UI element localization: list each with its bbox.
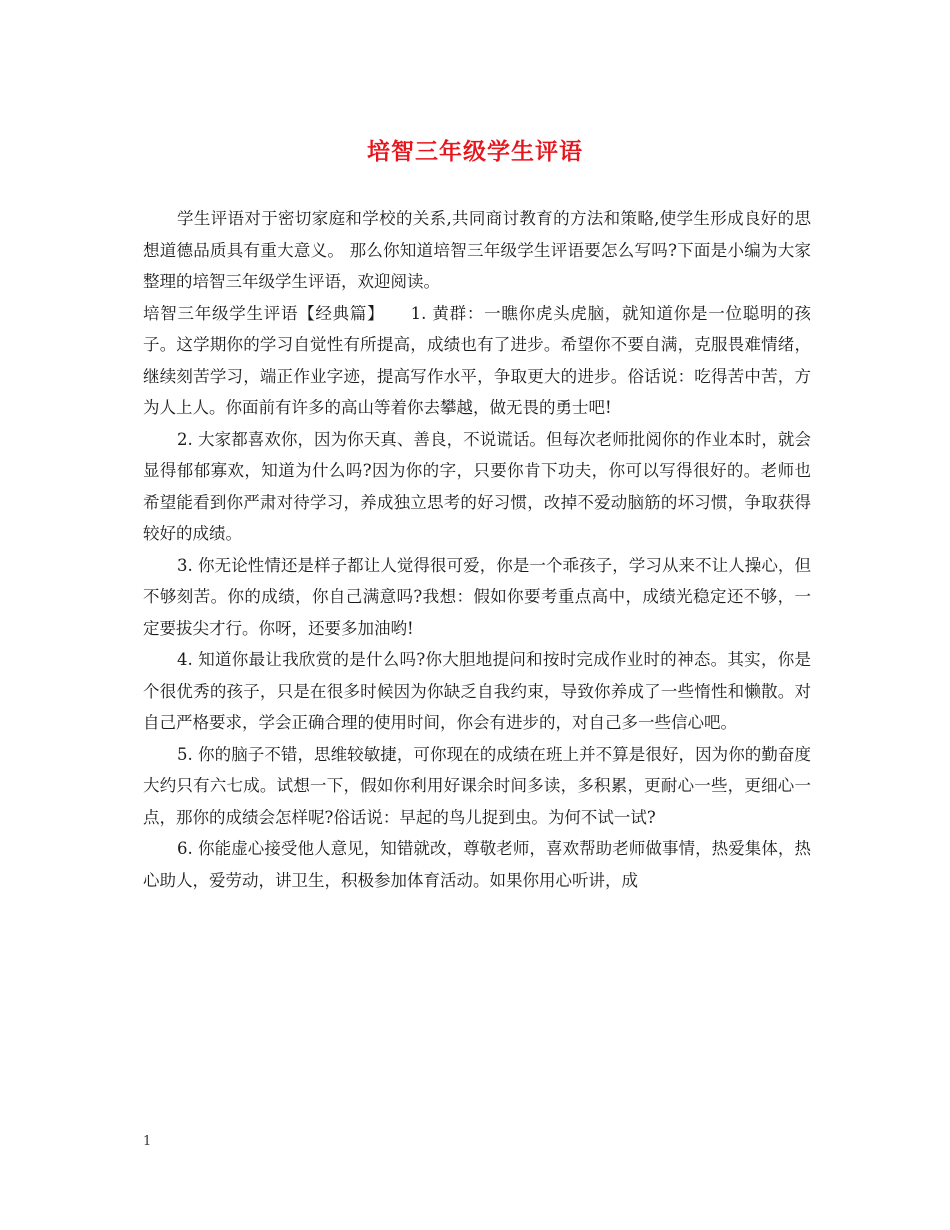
intro-paragraph: 学生评语对于密切家庭和学校的关系,共同商讨教育的方法和策略,使学生形成良好的思想道德品质具有重大意义。 那么你知道培智三年级学生评语要怎么写吗?下面是小编为大家整理的培智三年级学生评语，欢迎阅读。: [143, 209, 811, 291]
document-body: [143, 203, 811, 896]
page-number: 1: [143, 1134, 152, 1149]
comment-paragraph-1: 培智三年级学生评语【经典篇】 1. 黄群：一瞧你虎头虎脑，就知道你是一位聪明的孩子。这学期你的学习自觉性有所提高，成绩也有了进步。希望你不要自满，克服畏难情绪，继续刻苦学习，端正作业字迹，提高写作水平，争取更大的进步。俗话说：吃得苦中苦，方为人上人。你面前有许多的高山等着你去攀越，做无畏的勇士吧!: [143, 303, 811, 417]
comment-paragraph-5: 5. 你的脑子不错，思维较敏捷，可你现在的成绩在班上并不算是很好，因为你的勤奋度大约只有六七成。试想一下，假如你利用好课余时间多读，多积累，更耐心一些，更细心一点，那你的成绩会怎样呢?俗话说：早起的鸟儿捉到虫。为何不试一试?: [143, 744, 811, 827]
comment-paragraph-6: 6. 你能虚心接受他人意见，知错就改，尊敬老师，喜欢帮助老师做事情，热爱集体，热心助人，爱劳动，讲卫生，积极参加体育活动。如果你用心听讲，成: [143, 839, 811, 890]
document-title: 培智三年级学生评语: [367, 138, 583, 165]
comment-paragraph-4: 4. 知道你最让我欣赏的是什么吗?你大胆地提问和按时完成作业时的神态。其实，你是个很优秀的孩子，只是在很多时候因为你缺乏自我约束，导致你养成了一些惰性和懒散。对自己严格要求，学会正确合理的使用时间，你会有进步的，对自己多一些信心吧。: [143, 650, 811, 732]
comment-paragraph-3: 3. 你无论性情还是样子都让人觉得很可爱，你是一个乖孩子，学习从来不让人操心，但不够刻苦。你的成绩，你自己满意吗?我想：假如你要考重点高中，成绩光稳定还不够，一定要拔尖才行。你呀，还要多加油哟!: [143, 555, 811, 638]
comment-paragraph-2: 2. 大家都喜欢你，因为你天真、善良，不说谎话。但每次老师批阅你的作业本时，就会显得郁郁寡欢，知道为什么吗?因为你的字，只要你肯下功夫，你可以写得很好的。老师也希望能看到你严肃对待学习，养成独立思考的好习惯，改掉不爱动脑筋的坏习惯，争取获得较好的成绩。: [143, 429, 811, 543]
